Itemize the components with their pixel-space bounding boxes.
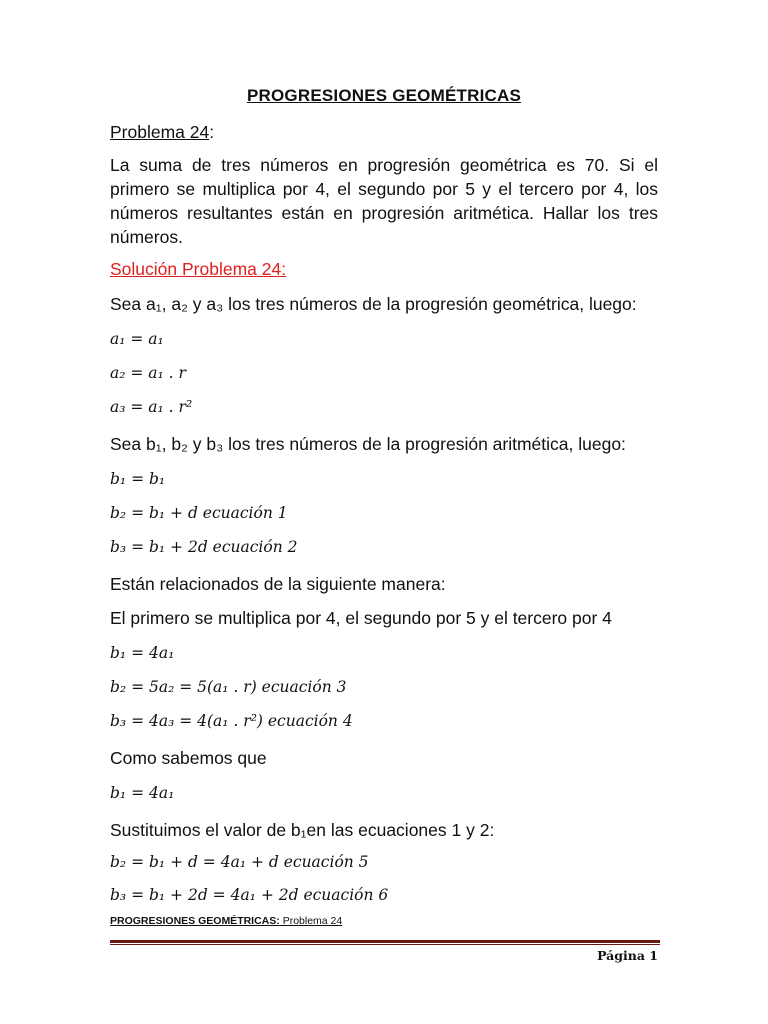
page-title: PROGRESIONES GEOMÉTRICAS — [246, 86, 521, 105]
equation-b1: b₁ = b₁ — [110, 470, 166, 488]
arithmetic-intro: Sea b₁, b₂ y b₃ los tres números de la progresión aritmética, luego: — [110, 434, 626, 454]
problem-label: Problema 24 — [110, 122, 210, 142]
page-number: Página 1 — [597, 948, 658, 963]
problem-colon: : — [209, 122, 215, 142]
problem-heading — [110, 120, 658, 144]
equation-b3: b₃ = b₁ + 2d ecuación 2 — [110, 538, 298, 556]
footer-title-rest: Problema 24 — [279, 915, 343, 927]
footer-rule-thin — [110, 944, 660, 945]
geometric-intro: Sea a₁, a₂ y a₃ los tres números de la progresión geométrica, luego: — [110, 294, 637, 314]
footer-rule-thick — [110, 940, 660, 943]
relation-b1: b₁ = 4a₁ — [110, 644, 175, 662]
problem-statement: La suma de tres números en progresión geométrica es 70. Si el primero se multiplica por 4, el segundo por 5 y el tercero por 4, los números resultantes están en progresión aritmética. Hallar los tres números. — [110, 155, 658, 247]
relation-b3: b₃ = 4a₃ = 4(a₁ . r²) ecuación 4 — [110, 712, 353, 730]
equation-5: b₂ = b₁ + d = 4a₁ + d ecuación 5 — [110, 853, 369, 871]
equation-a2: a₂ = a₁ . r — [110, 364, 186, 382]
como-text: Como sabemos que — [110, 748, 267, 768]
equation-6: b₃ = b₁ + 2d = 4a₁ + 2d ecuación 6 — [110, 886, 389, 904]
substitution-text: Sustituimos el valor de b₁en las ecuaciones 1 y 2: — [110, 820, 495, 840]
equation-b2: b₂ = b₁ + d ecuación 1 — [110, 504, 288, 522]
condition-text: El primero se multiplica por 4, el segundo por 5 y el tercero por 4 — [110, 608, 612, 628]
known-b1: b₁ = 4a₁ — [110, 784, 175, 802]
equation-a3: a₃ = a₁ . r² — [110, 398, 193, 416]
footer-title — [110, 915, 342, 927]
solution-heading: Solución Problema 24: — [110, 259, 287, 279]
equation-a1: a₁ = a₁ — [110, 330, 164, 348]
footer-title-bold: PROGRESIONES GEOMÉTRICAS: — [110, 915, 280, 927]
relation-b2: b₂ = 5a₂ = 5(a₁ . r) ecuación 3 — [110, 678, 347, 696]
related-text: Están relacionados de la siguiente manera: — [110, 574, 446, 594]
